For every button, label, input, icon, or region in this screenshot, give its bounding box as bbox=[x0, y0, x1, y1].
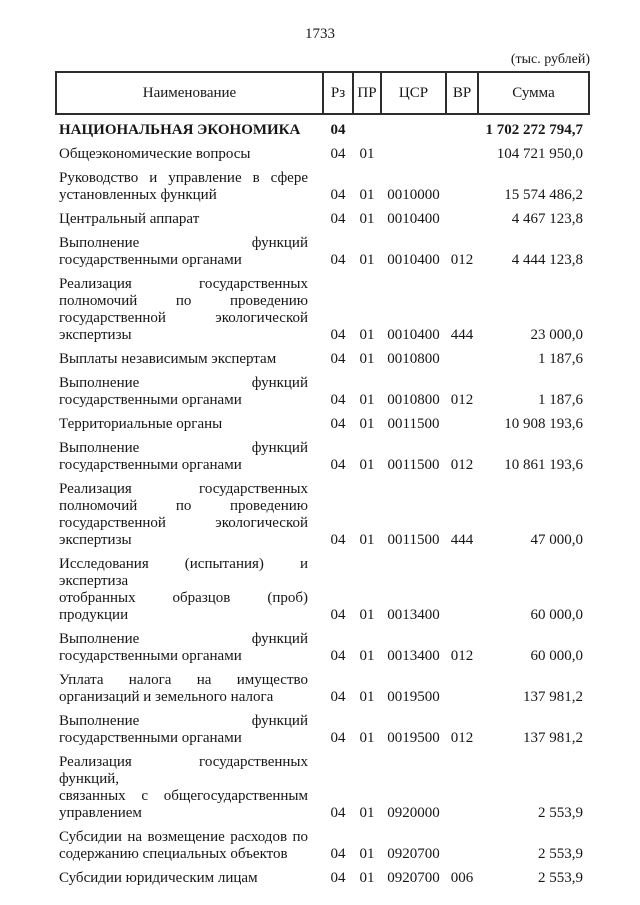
vr-cell bbox=[446, 139, 478, 163]
vr-cell bbox=[446, 822, 478, 863]
csr-cell: 0011500 bbox=[387, 457, 440, 473]
name-cell: Субсидии юридическим лицам bbox=[59, 870, 258, 886]
table-row bbox=[56, 409, 589, 433]
pr-cell: 01 bbox=[359, 351, 375, 367]
name-cell: Уплата налога на имущество организаций и земельного налога bbox=[59, 672, 308, 705]
pr-cell: 01 bbox=[359, 211, 375, 227]
vr-cell: 444 bbox=[450, 327, 474, 343]
name-cell: Исследования (испытания) и экспертиза отобранных образцов (проб) продукции bbox=[59, 556, 308, 623]
rz-cell: 04 bbox=[330, 689, 346, 705]
name-cell: Выполнение функций государственными органами bbox=[59, 713, 308, 746]
name-cell: НАЦИОНАЛЬНАЯ ЭКОНОМИКА bbox=[59, 122, 301, 138]
sum-cell: 4 467 123,8 bbox=[511, 211, 583, 227]
sum-cell: 2 553,9 bbox=[538, 870, 583, 886]
sum-cell: 137 981,2 bbox=[523, 730, 583, 746]
sum-cell: 10 861 193,6 bbox=[504, 457, 583, 473]
table-row bbox=[56, 706, 589, 747]
vr-cell: 006 bbox=[450, 870, 474, 886]
name-cell: Центральный аппарат bbox=[59, 211, 200, 227]
sum-cell: 60 000,0 bbox=[530, 607, 583, 623]
vr-cell bbox=[446, 114, 478, 139]
rz-cell: 04 bbox=[330, 327, 346, 343]
table-row bbox=[56, 204, 589, 228]
table-header bbox=[56, 72, 589, 114]
table-row bbox=[56, 269, 589, 344]
pr-cell: 01 bbox=[359, 327, 375, 343]
csr-cell: 0011500 bbox=[387, 532, 440, 548]
name-cell: Выполнение функций государственными органами bbox=[59, 631, 308, 664]
units-note: (тыс. рублей) bbox=[510, 52, 590, 67]
sum-cell: 2 553,9 bbox=[538, 846, 583, 862]
name-cell: Территориальные органы bbox=[59, 416, 223, 432]
rz-cell: 04 bbox=[330, 730, 346, 746]
sum-cell: 1 187,6 bbox=[538, 392, 583, 408]
rz-cell: 04 bbox=[330, 870, 346, 886]
table-row bbox=[56, 433, 589, 474]
vr-cell bbox=[446, 163, 478, 204]
pr-cell: 01 bbox=[359, 457, 375, 473]
pr-cell: 01 bbox=[359, 607, 375, 623]
col-header-csr: ЦСР bbox=[381, 72, 446, 114]
name-cell: Выполнение функций государственными органами bbox=[59, 440, 308, 473]
table-row bbox=[56, 163, 589, 204]
pr-cell: 01 bbox=[359, 392, 375, 408]
csr-cell: 0920700 bbox=[387, 846, 440, 862]
rz-cell: 04 bbox=[330, 211, 346, 227]
sum-cell: 2 553,9 bbox=[538, 805, 583, 821]
table-row bbox=[56, 863, 589, 887]
csr-cell bbox=[381, 139, 446, 163]
pr-cell: 01 bbox=[359, 689, 375, 705]
csr-cell: 0920700 bbox=[387, 870, 440, 886]
table-row bbox=[56, 228, 589, 269]
pr-cell: 01 bbox=[359, 252, 375, 268]
name-cell: Субсидии на возмещение расходов по содержанию специальных объектов bbox=[59, 829, 308, 862]
header-row bbox=[56, 72, 589, 114]
table-row bbox=[56, 139, 589, 163]
csr-cell: 0010800 bbox=[387, 351, 440, 367]
csr-cell: 0920000 bbox=[387, 805, 440, 821]
name-cell: Руководство и управление в сфере установленных функций bbox=[59, 170, 308, 203]
csr-cell: 0010400 bbox=[387, 252, 440, 268]
col-header-vr: ВР bbox=[446, 72, 478, 114]
pr-cell: 01 bbox=[359, 187, 375, 203]
name-cell: Реализация государственных функций, связанных с общегосударственным управлением bbox=[59, 754, 308, 821]
rz-cell: 04 bbox=[330, 351, 346, 367]
table-row bbox=[56, 822, 589, 863]
pr-cell: 01 bbox=[359, 730, 375, 746]
table-row bbox=[56, 624, 589, 665]
rz-cell: 04 bbox=[330, 805, 346, 821]
vr-cell: 012 bbox=[450, 457, 474, 473]
csr-cell: 0019500 bbox=[387, 730, 440, 746]
col-header-rz: Рз bbox=[323, 72, 353, 114]
name-cell: Выплаты независимым экспертам bbox=[59, 351, 277, 367]
vr-cell bbox=[446, 204, 478, 228]
table-row bbox=[56, 665, 589, 706]
vr-cell bbox=[446, 665, 478, 706]
budget-table bbox=[55, 71, 590, 887]
sum-cell: 1 702 272 794,7 bbox=[485, 122, 583, 138]
rz-cell: 04 bbox=[330, 187, 346, 203]
rz-cell: 04 bbox=[330, 607, 346, 623]
pr-cell: 01 bbox=[359, 146, 375, 162]
csr-cell: 0013400 bbox=[387, 648, 440, 664]
vr-cell: 012 bbox=[450, 648, 474, 664]
name-cell: Общеэкономические вопросы bbox=[59, 146, 251, 162]
vr-cell: 012 bbox=[450, 392, 474, 408]
name-cell: Выполнение функций государственными органами bbox=[59, 235, 308, 268]
pr-cell: 01 bbox=[359, 846, 375, 862]
vr-cell bbox=[446, 549, 478, 624]
rz-cell: 04 bbox=[330, 532, 346, 548]
table-row bbox=[56, 368, 589, 409]
pr-cell: 01 bbox=[359, 416, 375, 432]
pr-cell: 01 bbox=[359, 870, 375, 886]
vr-cell: 444 bbox=[450, 532, 474, 548]
rz-cell: 04 bbox=[330, 846, 346, 862]
sum-cell: 10 908 193,6 bbox=[504, 416, 583, 432]
table-body bbox=[56, 114, 589, 887]
table-row bbox=[56, 747, 589, 822]
rz-cell: 04 bbox=[330, 122, 346, 138]
rz-cell: 04 bbox=[330, 252, 346, 268]
csr-cell: 0010800 bbox=[387, 392, 440, 408]
vr-cell bbox=[446, 747, 478, 822]
csr-cell: 0013400 bbox=[387, 607, 440, 623]
name-cell: Реализация государственных полномочий по проведению государственной экологической экспертизы bbox=[59, 481, 308, 548]
page-number: 1733 bbox=[305, 26, 335, 42]
csr-cell bbox=[381, 114, 446, 139]
vr-cell bbox=[446, 409, 478, 433]
rz-cell: 04 bbox=[330, 416, 346, 432]
pr-cell: 01 bbox=[359, 532, 375, 548]
csr-cell: 0010400 bbox=[387, 211, 440, 227]
rz-cell: 04 bbox=[330, 648, 346, 664]
sum-cell: 60 000,0 bbox=[530, 648, 583, 664]
col-header-pr: ПР bbox=[353, 72, 381, 114]
pr-cell bbox=[353, 114, 381, 139]
pr-cell: 01 bbox=[359, 648, 375, 664]
sum-cell: 137 981,2 bbox=[523, 689, 583, 705]
sum-cell: 1 187,6 bbox=[538, 351, 583, 367]
csr-cell: 0010000 bbox=[387, 187, 440, 203]
name-cell: Выполнение функций государственными органами bbox=[59, 375, 308, 408]
csr-cell: 0019500 bbox=[387, 689, 440, 705]
sum-cell: 15 574 486,2 bbox=[504, 187, 583, 203]
sum-cell: 4 444 123,8 bbox=[511, 252, 583, 268]
sum-cell: 23 000,0 bbox=[530, 327, 583, 343]
rz-cell: 04 bbox=[330, 457, 346, 473]
name-cell: Реализация государственных полномочий по проведению государственной экологической экспертизы bbox=[59, 276, 308, 343]
vr-cell bbox=[446, 344, 478, 368]
sum-cell: 47 000,0 bbox=[530, 532, 583, 548]
rz-cell: 04 bbox=[330, 146, 346, 162]
csr-cell: 0011500 bbox=[387, 416, 440, 432]
sum-cell: 104 721 950,0 bbox=[496, 146, 583, 162]
csr-cell: 0010400 bbox=[387, 327, 440, 343]
table-row bbox=[56, 549, 589, 624]
rz-cell: 04 bbox=[330, 392, 346, 408]
table-row bbox=[56, 344, 589, 368]
table-row bbox=[56, 474, 589, 549]
table-row bbox=[56, 114, 589, 139]
vr-cell: 012 bbox=[450, 252, 474, 268]
vr-cell: 012 bbox=[450, 730, 474, 746]
col-header-sum: Сумма bbox=[478, 72, 589, 114]
col-header-name: Наименование bbox=[56, 72, 323, 114]
pr-cell: 01 bbox=[359, 805, 375, 821]
